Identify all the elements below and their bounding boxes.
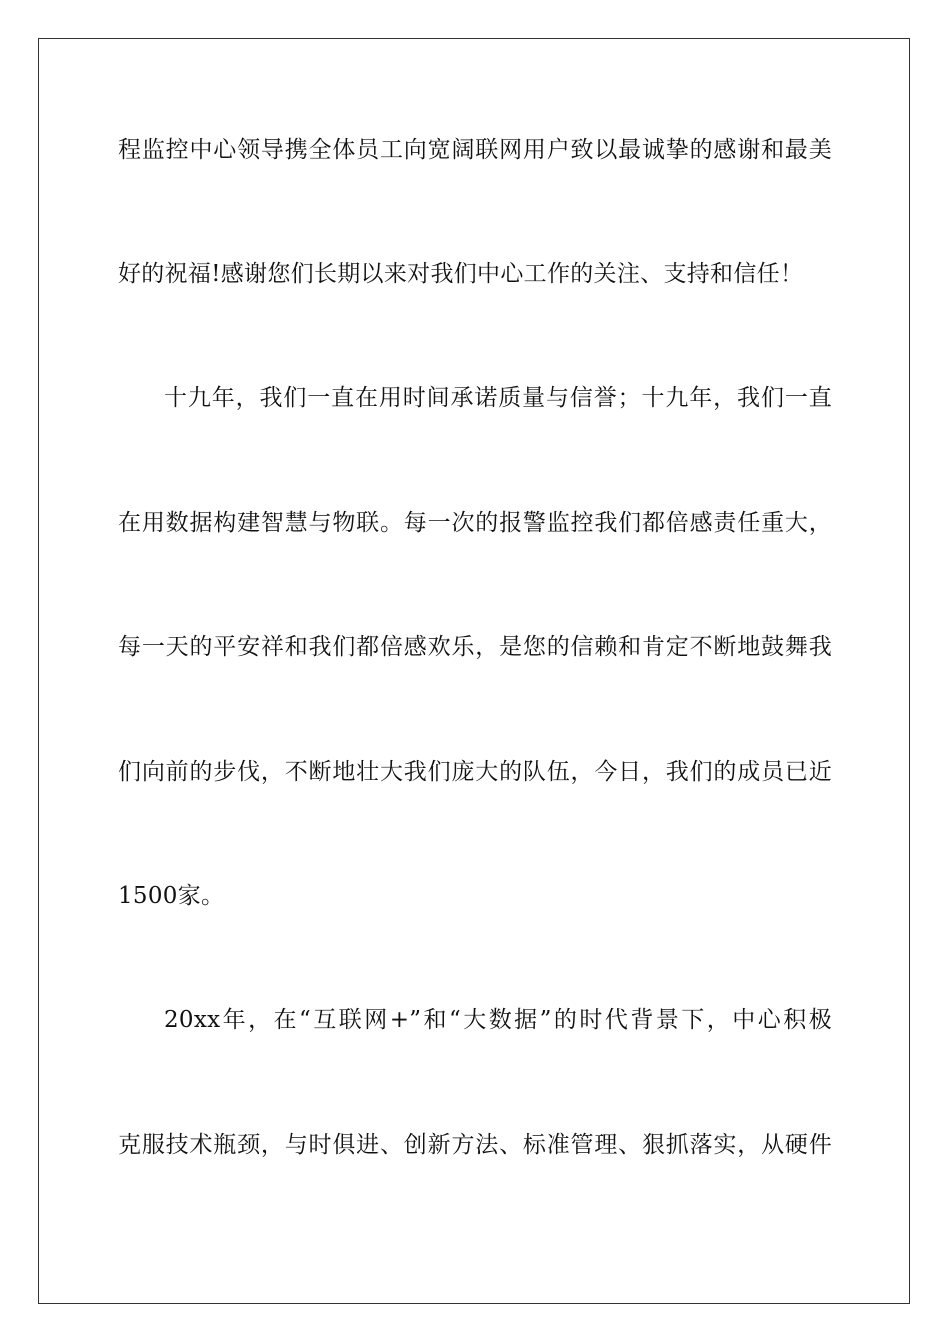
text-line-7: 1500家。	[118, 883, 225, 909]
text-line-3: 十九年，我们一直在用时间承诺质量与信誉；十九年，我们一直	[164, 385, 832, 411]
text-line-6: 们向前的步伐，不断地壮大我们庞大的队伍，今日，我们的成员已近	[118, 759, 832, 785]
text-line-2: 好的祝福!感谢您们长期以来对我们中心工作的关注、支持和信任！	[118, 261, 804, 287]
page-border	[38, 38, 910, 1304]
text-line-4: 在用数据构建智慧与物联。每一次的报警监控我们都倍感责任重大，	[118, 510, 832, 536]
text-line-1: 程监控中心领导携全体员工向宽阔联网用户致以最诚挚的感谢和最美	[118, 137, 832, 163]
text-line-8: 20xx年，在“互联网+”和“大数据”的时代背景下，中心积极	[164, 1007, 832, 1033]
text-line-9: 克服技术瓶颈，与时俱进、创新方法、标准管理、狠抓落实，从硬件	[118, 1132, 832, 1158]
text-line-5: 每一天的平安祥和我们都倍感欢乐，是您的信赖和肯定不断地鼓舞我	[118, 634, 832, 660]
